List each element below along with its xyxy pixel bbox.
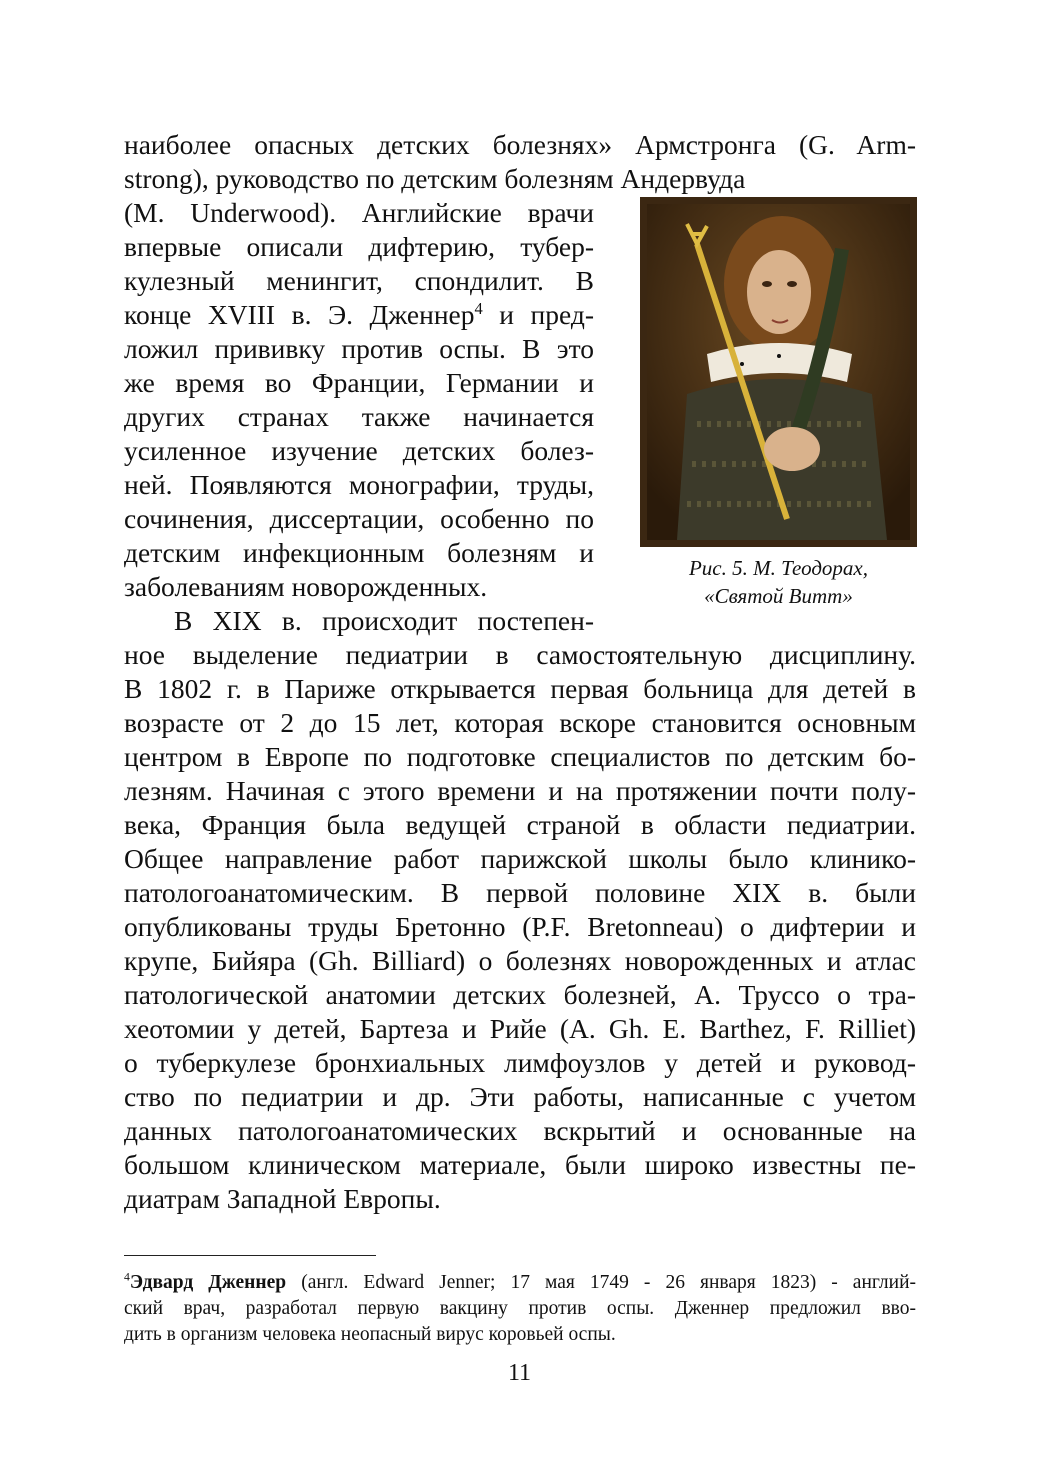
text-line: детским инфекционным болезням и — [124, 537, 594, 568]
text-line: (M. Underwood). Английские врачи — [124, 197, 594, 228]
text-line: ней. Появляются монографии, труды, — [124, 469, 594, 500]
footnote-rule — [124, 1255, 376, 1256]
text-line: патологической анатомии детских болезней, А. Труссо о тра- — [124, 979, 916, 1010]
footnote-line: ский врач, разработал первую вакцину против оспы. Дженнер предложил вво- — [124, 1298, 916, 1319]
text-line: strong), руководство по детским болезням Андервуда — [124, 163, 746, 194]
text-line: кулезный менингит, спондилит. В — [124, 265, 594, 296]
text-line: крупе, Бийяра (Gh. Billiard) о болезнях новорожденных и атлас — [124, 945, 916, 976]
footnote-line: дить в организм человека неопасный вирус коровьей оспы. — [124, 1324, 616, 1345]
page-number: 11 — [507, 1360, 532, 1386]
text-line-with-footnote-ref — [124, 298, 594, 332]
figure-caption-line: «Святой Витт» — [704, 584, 853, 608]
text-line: о туберкулезе бронхиальных лимфоузлов у детей и руковод- — [124, 1047, 916, 1078]
text-line: ное выделение педиатрии в самостоятельную дисциплину. — [124, 639, 916, 670]
text-line: заболеваниям новорожденных. — [124, 571, 488, 602]
text-line: впервые описали дифтерию, тубер- — [124, 231, 594, 262]
text-line: данных патологоанатомических вскрытий и основанные на — [124, 1115, 916, 1146]
painting-illustration — [647, 204, 910, 540]
text-line: большом клиническом материале, были широко известны пе- — [124, 1149, 916, 1180]
text-line: В 1802 г. в Париже открывается первая больница для детей в — [124, 673, 916, 704]
text-line: ство по педиатрии и др. Эти работы, написанные с учетом — [124, 1081, 916, 1112]
footnote-number: 4 — [124, 1270, 130, 1284]
text-line: сочинения, диссертации, особенно по — [124, 503, 594, 534]
text-fragment: конце XVIII в. Э. Дженнер — [124, 299, 475, 330]
text-line: лезням. Начиная с этого времени и на протяжении почти полу- — [124, 775, 916, 806]
text-line: диатрам Западной Европы. — [124, 1183, 441, 1214]
footnote-line — [124, 1270, 916, 1296]
text-line: опубликованы труды Бретонно (P.F. Bretonneau) о дифтерии и — [124, 911, 916, 942]
text-line: других странах также начинается — [124, 401, 594, 432]
text-line: века, Франция была ведущей страной в области педиатрии. — [124, 809, 916, 840]
text-line: усиленное изучение детских болез- — [124, 435, 594, 466]
text-line: Общее направление работ парижской школы было клинико- — [124, 843, 916, 874]
text-line: хеотомии у детей, Бартеза и Рийе (A. Gh. E. Barthez, F. Rilliet) — [124, 1013, 916, 1044]
text-line: центром в Европе по подготовке специалистов по детским бо- — [124, 741, 916, 772]
figure-caption-line: Рис. 5. М. Теодорах, — [688, 556, 869, 580]
text-line: возрасте от 2 до 15 лет, которая вскоре становится основным — [124, 707, 916, 738]
text-line: же время во Франции, Германии и — [124, 367, 594, 398]
text-fragment: и пред- — [482, 299, 594, 330]
text-line: ложил прививку против оспы. В это — [124, 333, 594, 364]
footnote-text: (англ. Edward Jenner; 17 мая 1749 - 26 января 1823) - англий- — [286, 1272, 917, 1293]
footnote-name: Эдвард Дженнер — [129, 1272, 287, 1293]
text-line: наиболее опасных детских болезнях» Армстронга (G. Arm- — [124, 129, 916, 160]
painting-saint-vitus — [640, 197, 917, 547]
text-line: В XIX в. происходит постепен- — [174, 605, 594, 636]
text-line: патологоанатомическим. В первой половине XIX в. были — [124, 877, 916, 908]
footnote-ref: 4 — [474, 298, 483, 318]
